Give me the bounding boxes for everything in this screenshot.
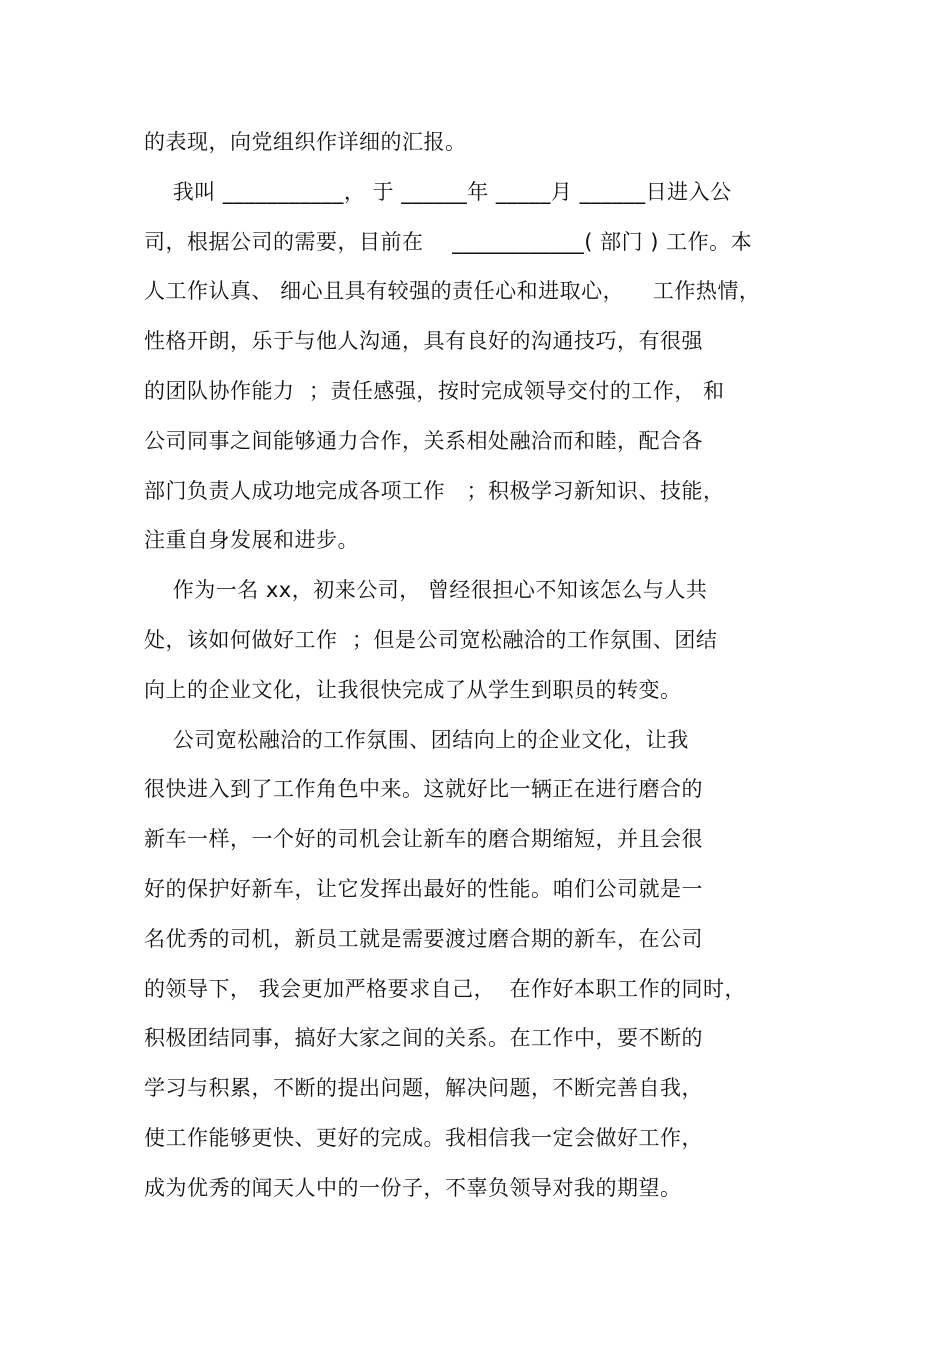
text-line: 作为一名 xx，初来公司， 曾经很担心不知该怎么与人共 [144, 578, 708, 602]
text-line: 成为优秀的闻天人中的一份子，不辜负领导对我的期望。 [144, 1176, 682, 1200]
text-line: 人工作认真、 细心且具有较强的责任心和进取心， 工作热情， [144, 279, 761, 303]
text-line: 学习与积累，不断的提出问题，解决问题，不断完善自我， [144, 1076, 703, 1100]
text-line: 的表现，向党组织作详细的汇报。 [144, 130, 467, 154]
text-line: 注重自身发展和进步。 [144, 528, 359, 552]
text-line: 好的保护好新车，让它发挥出最好的性能。咱们公司就是一 [144, 877, 703, 901]
text-line: 处，该如何做好工作 ；但是公司宽松融洽的工作氛围、团结 [144, 628, 718, 652]
text-line: 的领导下， 我会更加严格要求自己， 在作好本职工作的同时， [144, 977, 747, 1001]
text-line: 很快进入到了工作角色中来。这就好比一辆正在进行磨合的 [144, 777, 703, 801]
text-line: 公司同事之间能够通力合作，关系相处融洽而和睦，配合各 [144, 429, 703, 453]
text-line: 部门负责人成功地完成各项工作 ；积极学习新知识、技能， [144, 479, 725, 503]
text-line: 性格开朗，乐于与他人沟通，具有良好的沟通技巧，有很强 [144, 329, 703, 353]
text-line: 名优秀的司机，新员工就是需要渡过磨合期的新车，在公司 [144, 927, 703, 951]
text-line: 司，根据公司的需要，目前在 ____________( 部门 ) 工作。本 [144, 230, 753, 254]
text-line: 新车一样，一个好的司机会让新车的磨合期缩短，并且会很 [144, 827, 703, 851]
text-line: 积极团结同事，搞好大家之间的关系。在工作中，要不断的 [144, 1026, 703, 1050]
text-line: 向上的企业文化，让我很快完成了从学生到职员的转变。 [144, 678, 682, 702]
text-line: 的团队协作能力 ；责任感强，按时完成领导交付的工作， 和 [144, 379, 725, 403]
text-line: 我叫 ___________， 于 ______年 _____月 ______日进入公 [144, 180, 732, 204]
text-line: 公司宽松融洽的工作氛围、团结向上的企业文化，让我 [144, 728, 689, 752]
text-line: 使工作能够更快、更好的完成。我相信我一定会做好工作， [144, 1126, 703, 1150]
